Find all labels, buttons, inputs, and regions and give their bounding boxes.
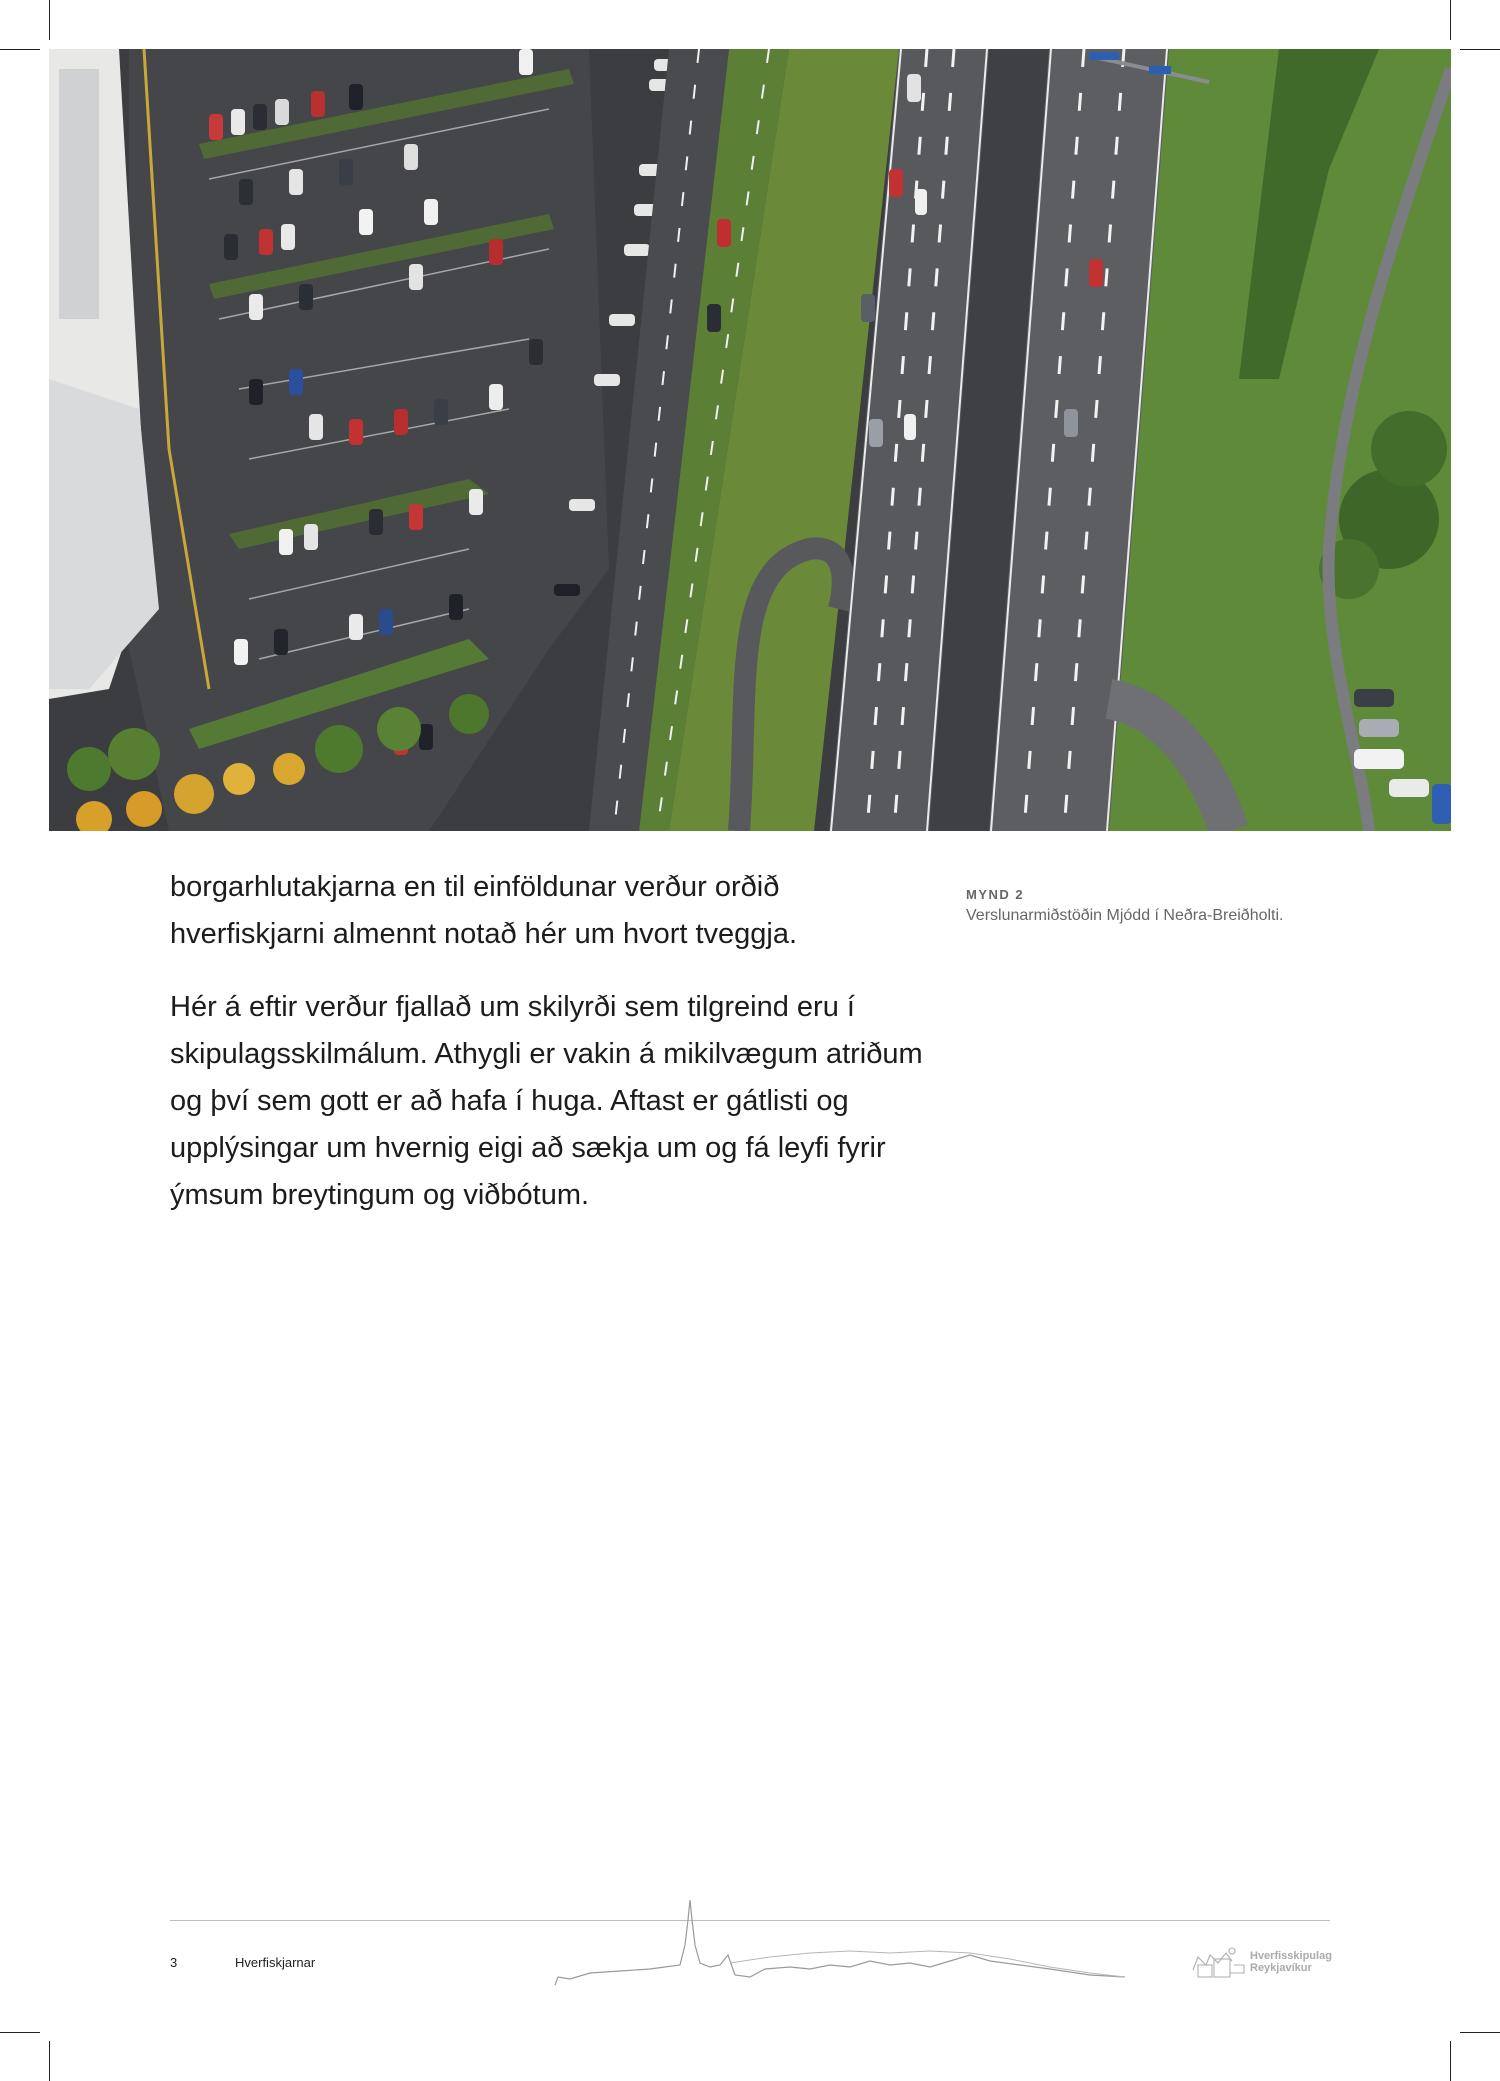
crop-mark-bl-h <box>0 2032 40 2033</box>
crop-mark-br-v <box>1450 2041 1451 2081</box>
figure-caption <box>966 885 1366 927</box>
crop-mark-tr-v <box>1450 0 1451 40</box>
caption-label: MYND 2 <box>966 887 1025 902</box>
skyline-icon <box>550 1895 1130 1995</box>
logo-text-line1: Hverfisskipulag <box>1250 1950 1332 1962</box>
crop-mark-tl-h <box>0 49 40 50</box>
crop-mark-tl-v <box>49 0 50 40</box>
caption-text: Verslunarmiðstöðin Mjódd í Neðra-Breiðholti. <box>966 907 1284 924</box>
crop-mark-bl-v <box>49 2041 50 2081</box>
hverfisskipulag-logo-icon <box>1188 1945 1248 1981</box>
crop-mark-br-h <box>1460 2032 1500 2033</box>
body-paragraph-2: Hér á eftir verður fjallað um skilyrði sem tilgreind eru í skipulagsskilmálum. Athygli er vakin á mikilvægum atriðum og því sem gott er að hafa í huga. Aftast er gátlisti og upplýsingar um hvernig eigi að sækja um og fá leyfi fyrir ýmsum breytingum og viðbótum. <box>170 991 923 1211</box>
logo-text-line2: Reykjavíkur <box>1250 1962 1312 1974</box>
logo-text <box>1250 1950 1332 1974</box>
footer-section-title: Hverfiskjarnar <box>235 1955 316 1970</box>
body-text <box>170 864 930 1245</box>
aerial-photo-illustration <box>49 49 1451 831</box>
aerial-photo <box>49 49 1451 831</box>
crop-mark-tr-h <box>1460 49 1500 50</box>
page-number: 3 <box>170 1955 178 1970</box>
body-paragraph-1: borgarhlutakjarna en til einföldunar verður orðið hverfiskjarni almennt notað hér um hvort tveggja. <box>170 871 798 950</box>
